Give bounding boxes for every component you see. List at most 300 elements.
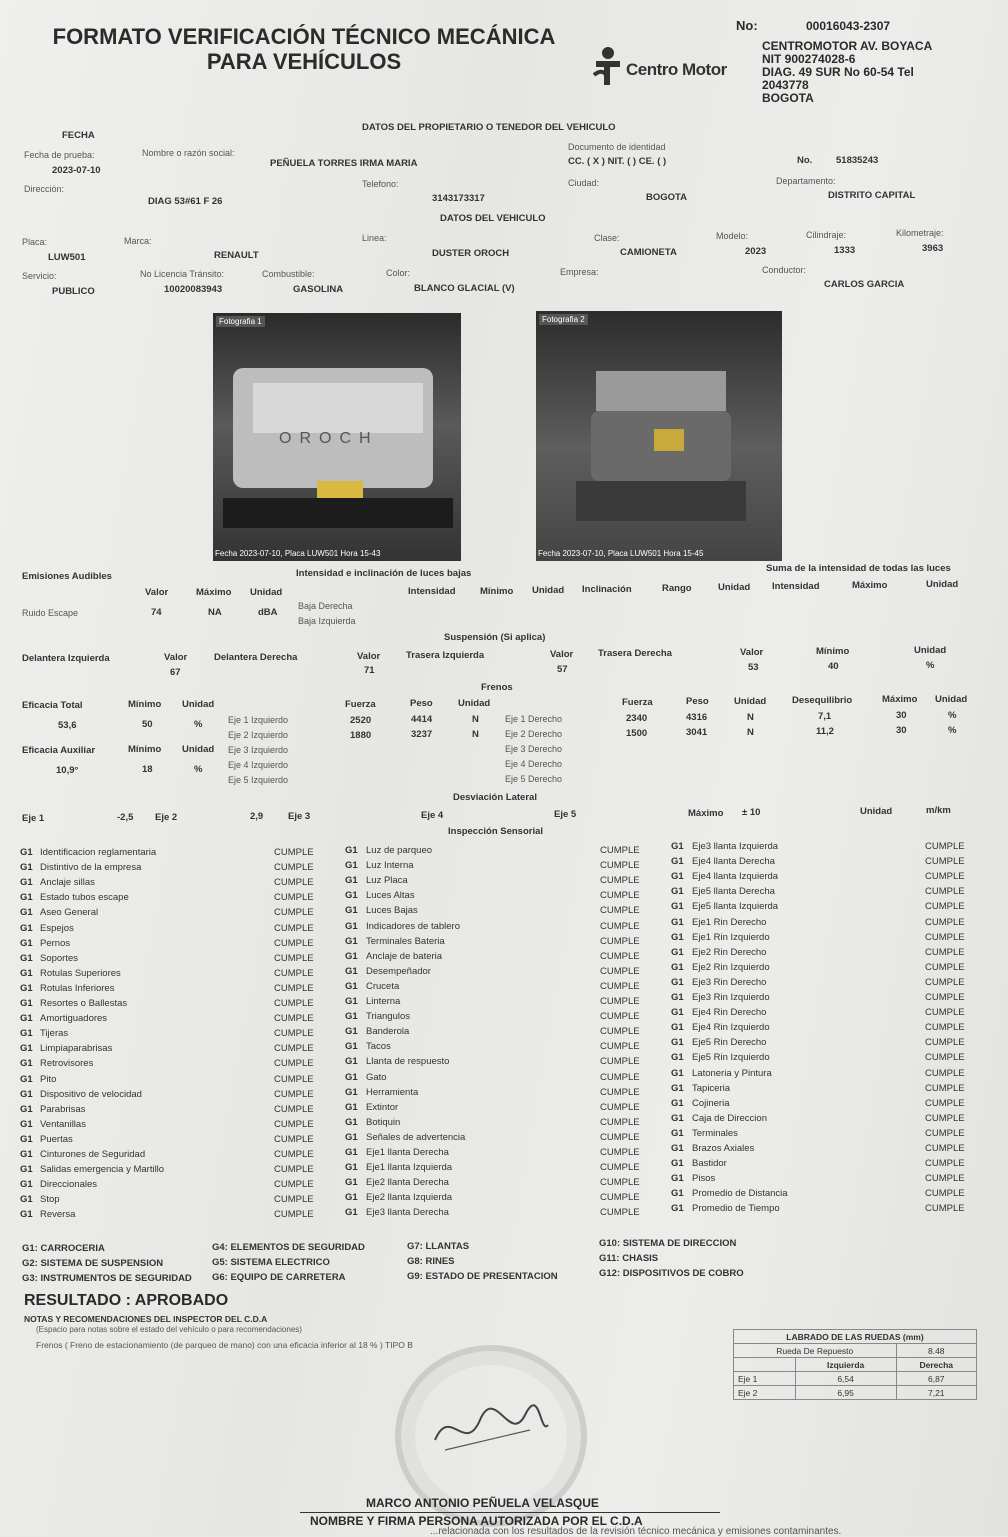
fecha-heading: FECHA bbox=[62, 130, 95, 141]
sensorial-item-label: Parabrisas bbox=[40, 1103, 86, 1115]
footer-disclaimer: ...relacionada con los resultados de la revisión técnico mecánica y emisiones contaminantes. bbox=[430, 1526, 842, 1537]
eje2-izq-fuerza: 1880 bbox=[350, 730, 372, 741]
sensorial-item-status: CUMPLE bbox=[925, 992, 965, 1003]
legend-g3: G3: INSTRUMENTOS DE SEGURIDAD bbox=[22, 1273, 192, 1284]
sensorial-item-label: Tapiceria bbox=[692, 1082, 731, 1094]
sensorial-item-status: CUMPLE bbox=[925, 856, 965, 868]
susp-dd-value: 71 bbox=[364, 665, 375, 676]
sensorial-item-status: CUMPLE bbox=[274, 998, 314, 1009]
eficacia-total-label: Eficacia Total bbox=[22, 700, 83, 711]
eje1-der-fuerza: 2340 bbox=[626, 713, 648, 724]
ea-unidad-header: Unidad bbox=[182, 744, 215, 755]
eje1-der-label: Eje 1 Derecho bbox=[505, 714, 563, 724]
placa-label: Placa: bbox=[22, 237, 48, 247]
eje2-izq-unidad: N bbox=[472, 729, 479, 740]
sensorial-group-code: G1 bbox=[20, 862, 33, 874]
sensorial-item-label: Latoneria y Pintura bbox=[692, 1067, 772, 1079]
sensorial-item-label: Anclaje sillas bbox=[40, 877, 95, 889]
company-address: DIAG. 49 SUR No 60-54 Tel bbox=[762, 65, 914, 79]
cilindraje-label: Cilindraje: bbox=[806, 230, 847, 240]
sensorial-item-label: Desempeñador bbox=[366, 965, 431, 977]
sensorial-group-code: G1 bbox=[20, 1209, 33, 1221]
eje4-der-label: Eje 4 Derecho bbox=[505, 759, 563, 769]
wheel-eje1-right: 6,87 bbox=[896, 1372, 976, 1386]
sensorial-group-code: G1 bbox=[20, 1058, 33, 1070]
lights-sum-unidad-header: Unidad bbox=[926, 579, 959, 590]
eje1-der-peso: 4316 bbox=[686, 712, 708, 723]
sensorial-item-status: CUMPLE bbox=[925, 931, 965, 943]
sensorial-item-label: Limpiaparabrisas bbox=[40, 1043, 113, 1055]
cilindraje-value: 1333 bbox=[834, 245, 856, 256]
lights-sum-maximo-header: Máximo bbox=[852, 580, 888, 591]
sensorial-group-code: G1 bbox=[20, 892, 33, 904]
sensorial-item-status: CUMPLE bbox=[600, 920, 640, 932]
baja-izquierda-label: Baja Izquierda bbox=[298, 616, 356, 626]
modelo-value: 2023 bbox=[745, 246, 767, 257]
sensorial-item-status: CUMPLE bbox=[925, 1127, 965, 1139]
sensorial-group-code: G1 bbox=[671, 901, 684, 913]
sensorial-item-label: Eje3 Rin Izquierdo bbox=[692, 992, 770, 1003]
sensorial-item-label: Eje1 llanta Derecha bbox=[366, 1147, 449, 1158]
sensorial-item-label: Promedio de Distancia bbox=[692, 1188, 788, 1200]
peso-right-header: Peso bbox=[686, 696, 709, 707]
lights-inclinacion-header: Inclinación bbox=[582, 584, 632, 595]
eje2-der-fuerza: 1500 bbox=[626, 728, 648, 739]
sensorial-group-code: G1 bbox=[671, 1007, 684, 1019]
sensorial-item-label: Eje5 Rin Izquierdo bbox=[692, 1052, 770, 1064]
sensorial-item-status: CUMPLE bbox=[600, 1086, 640, 1098]
km-value: 3963 bbox=[922, 243, 944, 254]
legend-g10: G10: SISTEMA DE DIRECCION bbox=[599, 1238, 737, 1249]
eje1-desequilibrio-unit: % bbox=[948, 710, 957, 721]
lat-unidad-label: Unidad bbox=[860, 806, 893, 817]
linea-label: Linea: bbox=[362, 233, 387, 243]
sensorial-group-code: G1 bbox=[345, 950, 358, 962]
wheel-eje2-right: 7,21 bbox=[896, 1386, 976, 1400]
sensorial-item-label: Eje1 Rin Derecho bbox=[692, 916, 767, 928]
handwritten-signature bbox=[430, 1400, 550, 1460]
title-line-2: PARA VEHÍCULOS bbox=[206, 49, 402, 74]
emissions-valor-header: Valor bbox=[145, 587, 169, 598]
susp-minimo-header: Mínimo bbox=[816, 646, 850, 657]
susp-td-value: 53 bbox=[748, 662, 759, 673]
combustible-value: GASOLINA bbox=[293, 284, 344, 295]
notes-subtitle: (Espacio para notas sobre el estado del vehículo o para recomendaciones) bbox=[36, 1325, 302, 1334]
sensorial-group-code: G1 bbox=[345, 890, 358, 902]
ruido-label: Ruido Escape bbox=[22, 608, 79, 618]
sensorial-group-code: G1 bbox=[345, 996, 358, 1007]
sensorial-item-label: Luces Bajas bbox=[366, 905, 418, 917]
sensorial-item-status: CUMPLE bbox=[274, 1179, 314, 1191]
eje3-der-label: Eje 3 Derecho bbox=[505, 744, 563, 754]
wheel-eje2-label: Eje 2 bbox=[734, 1386, 796, 1400]
sensorial-group-code: G1 bbox=[671, 1203, 684, 1215]
susp-di-label: Delantera Izquierda bbox=[22, 653, 110, 664]
combustible-label: Combustible: bbox=[262, 269, 315, 279]
sensorial-item-label: Espejos bbox=[40, 922, 74, 934]
doc-no-label: No. bbox=[797, 155, 813, 166]
centromotor-logo-icon bbox=[592, 45, 624, 89]
sensorial-item-status: CUMPLE bbox=[600, 890, 640, 902]
eficacia-aux-value: 10,9° bbox=[56, 765, 79, 776]
et-unidad-header: Unidad bbox=[182, 699, 215, 710]
logo-text: Centro Motor bbox=[626, 60, 727, 79]
sensorial-group-code: G1 bbox=[20, 1179, 33, 1191]
susp-di-valor-header: Valor bbox=[164, 652, 188, 663]
sensorial-item-label: Resortes o Ballestas bbox=[40, 998, 128, 1009]
sensorial-item-label: Señales de advertencia bbox=[366, 1131, 466, 1143]
doc-no-value: 51835243 bbox=[836, 155, 879, 166]
sensorial-item-status: CUMPLE bbox=[925, 841, 965, 852]
sensorial-item-status: CUMPLE bbox=[600, 1147, 640, 1158]
nombre-label: Nombre o razón social: bbox=[142, 148, 235, 158]
sensorial-item-label: Linterna bbox=[366, 996, 401, 1007]
sensorial-group-code: G1 bbox=[671, 886, 684, 898]
lights-unidad-header: Unidad bbox=[532, 585, 565, 596]
sensorial-item-label: Eje2 llanta Izquierda bbox=[366, 1192, 453, 1204]
emissions-title: Emisiones Audibles bbox=[22, 571, 112, 582]
nombre-value: PEÑUELA TORRES IRMA MARIA bbox=[270, 158, 418, 169]
lights-sum-intensidad-header: Intensidad bbox=[772, 581, 820, 592]
lat-eje1-label: Eje 1 bbox=[22, 813, 45, 824]
sensorial-item-label: Luz de parqueo bbox=[366, 845, 433, 856]
notes-title: NOTAS Y RECOMENDACIONES DEL INSPECTOR DEL C.D.A bbox=[24, 1314, 268, 1324]
sensorial-group-code: G1 bbox=[345, 965, 358, 977]
sensorial-item-status: CUMPLE bbox=[274, 1164, 314, 1176]
eficacia-aux-label: Eficacia Auxiliar bbox=[22, 745, 96, 756]
sensorial-item-label: Eje3 llanta Derecha bbox=[366, 1207, 449, 1219]
wheel-eje2-left: 6,95 bbox=[795, 1386, 896, 1400]
sensorial-item-status: CUMPLE bbox=[600, 1071, 640, 1083]
eficacia-total-value: 53,6 bbox=[58, 720, 77, 731]
fuerza-left-header: Fuerza bbox=[345, 699, 376, 710]
legend-g6: G6: EQUIPO DE CARRETERA bbox=[212, 1272, 346, 1283]
sensorial-group-code: G1 bbox=[20, 847, 33, 858]
sensorial-item-status: CUMPLE bbox=[600, 1177, 640, 1189]
sensorial-item-status: CUMPLE bbox=[925, 1203, 965, 1215]
sensorial-group-code: G1 bbox=[671, 976, 684, 988]
sensorial-item-label: Cinturones de Seguridad bbox=[40, 1149, 146, 1160]
notes-text: Frenos ( Freno de estacionamiento (de parqueo de mano) con una eficacia inferior al 18 % ) TIPO B bbox=[36, 1340, 413, 1350]
sensorial-item-label: Retrovisores bbox=[40, 1058, 94, 1070]
susp-ti-label: Trasera Izquierda bbox=[406, 650, 485, 661]
sensorial-group-code: G1 bbox=[345, 1101, 358, 1113]
sensorial-item-status: CUMPLE bbox=[925, 1067, 965, 1079]
lat-eje2-label: Eje 2 bbox=[155, 812, 178, 823]
sensorial-item-status: CUMPLE bbox=[600, 875, 640, 887]
lights-rango-header: Rango bbox=[662, 583, 692, 594]
ciudad-value: BOGOTA bbox=[646, 192, 687, 203]
sensorial-group-code: G1 bbox=[671, 1188, 684, 1200]
conductor-label: Conductor: bbox=[762, 265, 807, 275]
lights-intensidad-header: Intensidad bbox=[408, 586, 456, 597]
sensorial-item-status: CUMPLE bbox=[274, 967, 314, 979]
photo-2-label: Fotografia 2 bbox=[539, 314, 588, 325]
eje2-der-unidad: N bbox=[747, 727, 754, 738]
sensorial-item-status: CUMPLE bbox=[274, 1013, 314, 1025]
sensorial-group-code: G1 bbox=[671, 992, 684, 1003]
sensorial-item-status: CUMPLE bbox=[600, 845, 640, 856]
sensorial-item-status: CUMPLE bbox=[600, 1162, 640, 1174]
sensorial-item-status: CUMPLE bbox=[600, 905, 640, 917]
servicio-value: PUBLICO bbox=[52, 286, 95, 297]
sensorial-item-label: Cojineria bbox=[692, 1097, 730, 1109]
title-line-1: FORMATO VERIFICACIÓN TÉCNICO MECÁNICA bbox=[52, 24, 556, 49]
ruido-valor: 74 bbox=[151, 607, 162, 618]
marca-value: RENAULT bbox=[214, 250, 259, 261]
photo-rear bbox=[213, 313, 461, 561]
sensorial-item-status: CUMPLE bbox=[925, 1037, 965, 1049]
signature-line bbox=[300, 1512, 720, 1513]
modelo-label: Modelo: bbox=[716, 231, 749, 241]
color-value: BLANCO GLACIAL (V) bbox=[414, 283, 515, 294]
eje2-desequilibrio-max: 30 bbox=[896, 725, 907, 736]
sensorial-group-code: G1 bbox=[20, 1103, 33, 1115]
clase-value: CAMIONETA bbox=[620, 247, 677, 258]
sensorial-item-label: Cruceta bbox=[366, 980, 400, 992]
sensorial-item-label: Bastidor bbox=[692, 1158, 727, 1170]
sensorial-item-status: CUMPLE bbox=[274, 937, 314, 949]
sensorial-item-status: CUMPLE bbox=[274, 922, 314, 934]
sensorial-group-code: G1 bbox=[671, 1158, 684, 1170]
susp-unidad-header: Unidad bbox=[914, 645, 947, 656]
sensorial-group-code: G1 bbox=[20, 1149, 33, 1160]
sensorial-group-code: G1 bbox=[20, 1073, 33, 1085]
sensorial-item-label: Banderola bbox=[366, 1026, 410, 1038]
peso-left-header: Peso bbox=[410, 698, 433, 709]
sensorial-item-label: Reversa bbox=[40, 1209, 76, 1221]
sensorial-item-status: CUMPLE bbox=[274, 1073, 314, 1085]
legend-g4: G4: ELEMENTOS DE SEGURIDAD bbox=[212, 1242, 365, 1253]
sensorial-item-label: Extintor bbox=[366, 1101, 399, 1113]
eje1-der-unidad: N bbox=[747, 712, 754, 723]
sensorial-group-code: G1 bbox=[20, 907, 33, 919]
sensorial-item-status: CUMPLE bbox=[600, 950, 640, 962]
sensorial-group-code: G1 bbox=[20, 1118, 33, 1130]
lat-eje1-value: -2,5 bbox=[117, 812, 134, 823]
spare-wheel-label: Rueda De Repuesto bbox=[734, 1344, 897, 1358]
sensorial-item-status: CUMPLE bbox=[925, 1173, 965, 1185]
sensorial-group-code: G1 bbox=[20, 922, 33, 934]
sensorial-group-code: G1 bbox=[345, 1011, 358, 1023]
sensorial-group-code: G1 bbox=[345, 1147, 358, 1158]
wheel-empty-cell bbox=[734, 1358, 796, 1372]
sensorial-item-status: CUMPLE bbox=[274, 982, 314, 994]
suspension-title: Suspensión (Si aplica) bbox=[444, 632, 546, 643]
sensorial-item-status: CUMPLE bbox=[925, 961, 965, 973]
sensorial-item-status: CUMPLE bbox=[925, 1052, 965, 1064]
sensorial-group-code: G1 bbox=[345, 1071, 358, 1083]
eje2-izq-label: Eje 2 Izquierdo bbox=[228, 730, 289, 740]
lights-sum-title: Suma de la intensidad de todas las luces bbox=[766, 563, 951, 574]
sensorial-item-label: Eje3 Rin Derecho bbox=[692, 976, 767, 988]
susp-dd-valor-header: Valor bbox=[357, 651, 381, 662]
sensorial-item-status: CUMPLE bbox=[600, 860, 640, 872]
sensorial-item-status: CUMPLE bbox=[274, 1058, 314, 1070]
sensorial-group-code: G1 bbox=[345, 1162, 358, 1174]
photo-front bbox=[536, 311, 782, 561]
sensorial-item-status: CUMPLE bbox=[925, 1143, 965, 1154]
sensorial-item-label: Luces Altas bbox=[366, 890, 415, 902]
sensorial-item-label: Direccionales bbox=[40, 1179, 98, 1191]
sensorial-group-code: G1 bbox=[20, 952, 33, 964]
fecha-prueba-label: Fecha de prueba: bbox=[24, 150, 95, 160]
company-city: BOGOTA bbox=[762, 91, 814, 105]
sensorial-group-code: G1 bbox=[671, 1082, 684, 1094]
lateral-title: Desviación Lateral bbox=[453, 792, 537, 803]
sensorial-item-status: CUMPLE bbox=[274, 952, 314, 964]
sensorial-item-label: Eje2 Rin Derecho bbox=[692, 946, 767, 958]
sensorial-item-label: Eje3 llanta Izquierda bbox=[692, 841, 779, 852]
susp-dd-label: Delantera Derecha bbox=[214, 652, 298, 663]
eficacia-total-unit: % bbox=[194, 719, 203, 730]
ruido-unidad: dBA bbox=[258, 607, 278, 618]
emissions-unidad-header: Unidad bbox=[250, 587, 283, 598]
sensorial-item-label: Amortiguadores bbox=[40, 1013, 108, 1025]
eje2-izq-peso: 3237 bbox=[411, 729, 433, 740]
signature-label: NOMBRE Y FIRMA PERSONA AUTORIZADA POR EL C.D.A bbox=[310, 1514, 643, 1528]
eje2-der-label: Eje 2 Derecho bbox=[505, 729, 563, 739]
legend-g7: G7: LLANTAS bbox=[407, 1241, 470, 1252]
sensorial-group-code: G1 bbox=[671, 1052, 684, 1064]
sensorial-item-label: Soportes bbox=[40, 952, 79, 964]
legend-g9: G9: ESTADO DE PRESENTACION bbox=[407, 1271, 558, 1282]
ruido-max: NA bbox=[208, 607, 222, 618]
eje1-izq-unidad: N bbox=[472, 714, 479, 725]
sensorial-group-code: G1 bbox=[20, 1043, 33, 1055]
sensorial-item-label: Brazos Axiales bbox=[692, 1143, 755, 1154]
sensorial-item-status: CUMPLE bbox=[274, 1149, 314, 1160]
eje1-desequilibrio: 7,1 bbox=[818, 711, 832, 722]
photo-1-caption: Fecha 2023-07-10, Placa LUW501 Hora 15-43 bbox=[215, 549, 381, 558]
sensorial-item-status: CUMPLE bbox=[274, 1194, 314, 1206]
susp-di-value: 67 bbox=[170, 667, 181, 678]
legend-g12: G12: DISPOSITIVOS DE COBRO bbox=[599, 1268, 744, 1279]
company-block bbox=[762, 40, 932, 105]
direccion-value: DIAG 53#61 F 26 bbox=[148, 196, 223, 207]
sensorial-group-code: G1 bbox=[345, 980, 358, 992]
sensorial-group-code: G1 bbox=[20, 877, 33, 889]
sensorial-item-label: Eje4 Rin Derecho bbox=[692, 1007, 767, 1019]
sensorial-item-status: CUMPLE bbox=[274, 877, 314, 889]
sensorial-group-code: G1 bbox=[345, 1207, 358, 1219]
sensorial-item-status: CUMPLE bbox=[925, 1097, 965, 1109]
sensorial-group-code: G1 bbox=[345, 1086, 358, 1098]
sensorial-item-label: Pisos bbox=[692, 1173, 716, 1185]
sensorial-item-label: Eje5 llanta Izquierda bbox=[692, 901, 779, 913]
sensorial-item-label: Tijeras bbox=[40, 1028, 69, 1040]
sensorial-item-label: Salidas emergencia y Martillo bbox=[40, 1164, 165, 1176]
form-number-label: No: bbox=[736, 18, 758, 33]
eficacia-total-min: 50 bbox=[142, 719, 153, 730]
sensorial-item-status: CUMPLE bbox=[274, 907, 314, 919]
sensorial-group-code: G1 bbox=[345, 935, 358, 947]
sensorial-group-code: G1 bbox=[20, 1164, 33, 1176]
form-number: 00016043-2307 bbox=[806, 19, 891, 33]
licencia-label: No Licencia Tránsito: bbox=[140, 269, 225, 279]
sensorial-item-status: CUMPLE bbox=[600, 980, 640, 992]
wheel-left-header: Izquierda bbox=[795, 1358, 896, 1372]
wheel-eje1-left: 6,54 bbox=[795, 1372, 896, 1386]
sensorial-item-label: Anclaje de bateria bbox=[366, 950, 443, 962]
sensorial-group-code: G1 bbox=[671, 871, 684, 883]
sensorial-item-label: Rotulas Superiores bbox=[40, 967, 121, 979]
photo-1-label: Fotografia 1 bbox=[216, 316, 265, 327]
color-label: Color: bbox=[386, 268, 411, 278]
sensorial-item-label: Terminales Bateria bbox=[366, 935, 445, 947]
svg-text:OROCH: OROCH bbox=[279, 430, 379, 447]
sensorial-group-code: G1 bbox=[345, 1026, 358, 1038]
sensorial-group-code: G1 bbox=[20, 998, 33, 1009]
sensorial-item-status: CUMPLE bbox=[600, 935, 640, 947]
legend-g1: G1: CARROCERIA bbox=[22, 1243, 105, 1254]
susp-ti-value: 57 bbox=[557, 664, 568, 675]
sensorial-group-code: G1 bbox=[20, 982, 33, 994]
sensorial-group-code: G1 bbox=[345, 905, 358, 917]
km-label: Kilometraje: bbox=[896, 228, 944, 238]
lights-title: Intensidad e inclinación de luces bajas bbox=[296, 568, 472, 579]
sensorial-group-code: G1 bbox=[345, 1056, 358, 1068]
desequilibrio-max-header: Máximo bbox=[882, 694, 918, 705]
sensorial-group-code: G1 bbox=[671, 1097, 684, 1109]
licencia-value: 10020083943 bbox=[164, 284, 223, 295]
eficacia-aux-unit: % bbox=[194, 764, 203, 775]
sensorial-item-label: Eje5 llanta Derecha bbox=[692, 886, 775, 898]
legend-g5: G5: SISTEMA ELECTRICO bbox=[212, 1257, 330, 1268]
legend-g8: G8: RINES bbox=[407, 1256, 455, 1267]
sensorial-item-label: Luz Interna bbox=[366, 860, 414, 872]
sensorial-item-label: Ventanillas bbox=[40, 1118, 86, 1130]
fuerza-right-header: Fuerza bbox=[622, 697, 653, 708]
sensorial-item-label: Pito bbox=[40, 1073, 57, 1085]
documento-label: Documento de identidad bbox=[568, 142, 666, 152]
sensorial-item-status: CUMPLE bbox=[925, 871, 965, 883]
sensorial-item-label: Tacos bbox=[366, 1041, 391, 1053]
sensorial-item-status: CUMPLE bbox=[600, 965, 640, 977]
sensorial-item-label: Luz Placa bbox=[366, 875, 408, 887]
sensorial-item-status: CUMPLE bbox=[925, 901, 965, 913]
lat-unidad-value: m/km bbox=[926, 805, 951, 816]
susp-minimo-value: 40 bbox=[828, 661, 839, 672]
eje3-izq-label: Eje 3 Izquierdo bbox=[228, 745, 289, 755]
servicio-label: Servicio: bbox=[22, 271, 57, 281]
sensorial-group-code: G1 bbox=[20, 1133, 33, 1145]
sensorial-group-code: G1 bbox=[671, 841, 684, 852]
eje2-desequilibrio-unit: % bbox=[948, 725, 957, 736]
wheel-right-header: Derecha bbox=[896, 1358, 976, 1372]
wheel-eje1-label: Eje 1 bbox=[734, 1372, 796, 1386]
sensorial-item-label: Indicadores de tablero bbox=[366, 920, 461, 932]
sensorial-group-code: G1 bbox=[345, 1131, 358, 1143]
sensorial-group-code: G1 bbox=[671, 1143, 684, 1154]
linea-value: DUSTER OROCH bbox=[432, 248, 510, 259]
sensorial-item-label: Eje4 llanta Derecha bbox=[692, 856, 775, 868]
lights-unidad2-header: Unidad bbox=[718, 582, 751, 593]
sensorial-item-label: Terminales bbox=[692, 1127, 738, 1139]
sensorial-item-label: Herramienta bbox=[366, 1086, 419, 1098]
marca-label: Marca: bbox=[124, 236, 152, 246]
doc-types: CC. ( X ) NIT. ( ) CE. ( ) bbox=[568, 156, 667, 167]
sensorial-group-code: G1 bbox=[345, 1116, 358, 1128]
form-title bbox=[34, 24, 574, 74]
sensorial-item-label: Dispositivo de velocidad bbox=[40, 1088, 142, 1100]
eje1-izq-peso: 4414 bbox=[411, 714, 433, 725]
sensorial-item-label: Caja de Direccion bbox=[692, 1112, 767, 1124]
eje2-der-peso: 3041 bbox=[686, 727, 708, 738]
sensorial-item-status: CUMPLE bbox=[274, 1209, 314, 1221]
sensorial-item-label: Estado tubos escape bbox=[40, 892, 129, 904]
sensorial-item-status: CUMPLE bbox=[925, 1188, 965, 1200]
